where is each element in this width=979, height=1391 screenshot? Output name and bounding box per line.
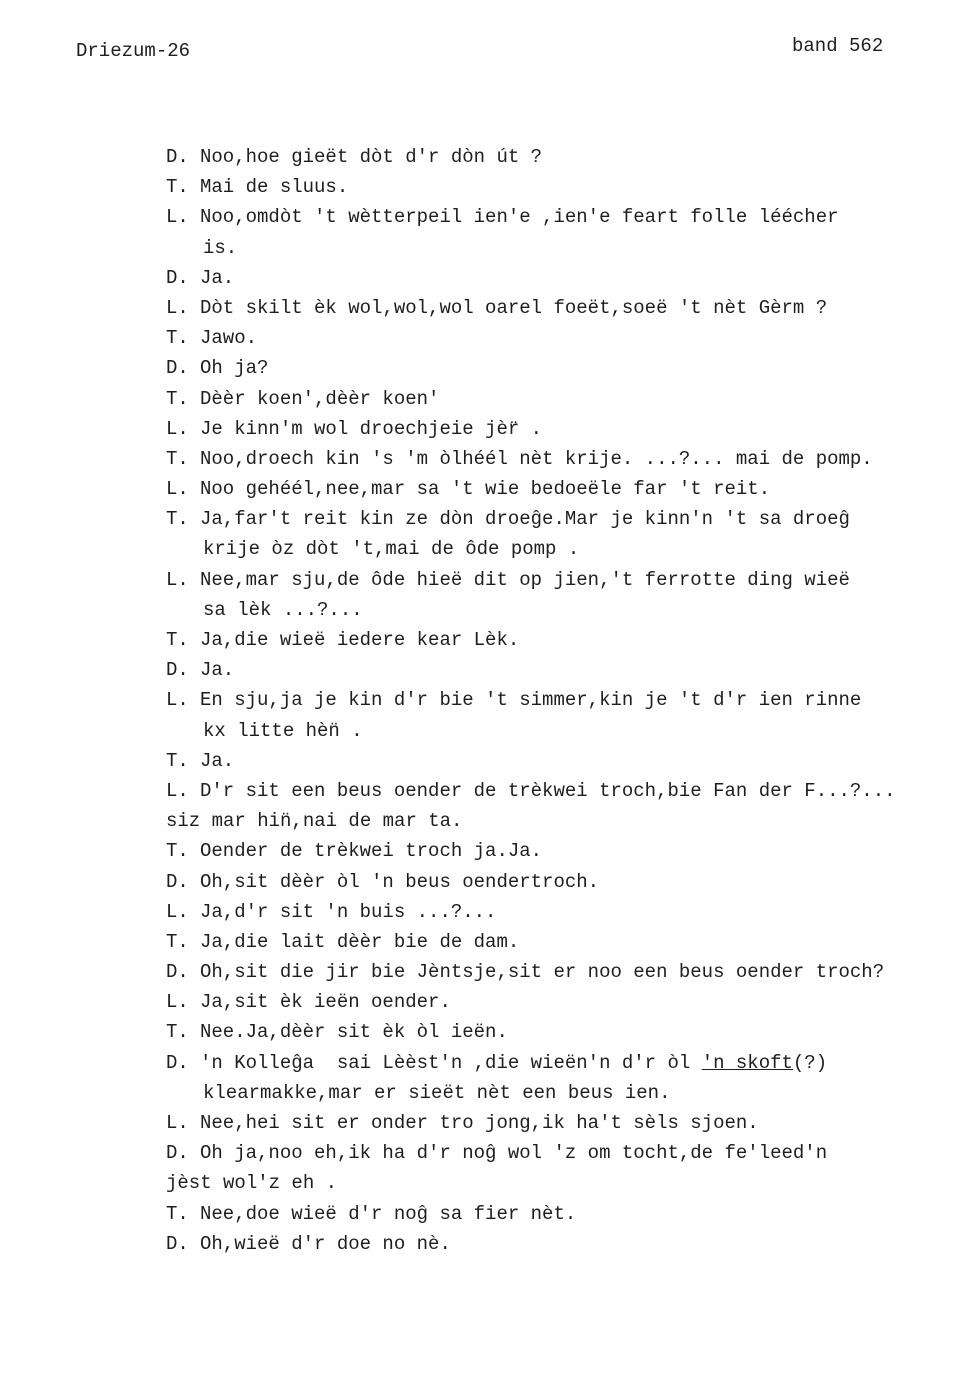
speaker-label: L. (166, 206, 189, 229)
speaker-label: L. (166, 779, 189, 802)
transcript-line (0, 625, 979, 655)
continuation-text: kx litte hèn̈ . (203, 719, 363, 742)
utterance-text: Mai de sluus. (200, 176, 349, 199)
transcript-line (0, 987, 979, 1017)
speaker-label: D. (166, 146, 189, 168)
utterance-text: Nee,mar sju,de ôde hieë dit op jien,'t ferrotte ding wieë (200, 568, 850, 591)
transcript-line (0, 685, 979, 715)
transcript-line (0, 957, 979, 987)
utterance-text: Noo gehéél,nee,mar sa 't wie bedoeële far 't reit. (200, 478, 771, 501)
transcript-line (0, 233, 979, 263)
transcript-line (0, 1017, 979, 1047)
transcript-line (0, 202, 979, 232)
continuation-text: is. (203, 236, 238, 259)
transcript-line (0, 534, 979, 564)
speaker-label: T. (166, 1021, 189, 1044)
utterance-text: D'r sit een beus oender de trèkwei troch,bie Fan der F...?... (200, 779, 896, 802)
utterance-text: En sju,ja je kin d'r bie 't simmer,kin je 't d'r ien rinne (200, 689, 862, 712)
utterance-text: Oh ja? (200, 357, 269, 380)
utterance-text: 'n Kolleĝa sai Lèèst'n ,die wieën'n d'r òl (200, 1051, 702, 1074)
speaker-label: L. (166, 689, 189, 712)
speaker-label: T. (166, 629, 189, 651)
utterance-text: Nee,hei sit er onder tro jong,ik ha't sèls sjoen. (200, 1112, 759, 1134)
transcript-line (0, 867, 979, 897)
speaker-label: L. (166, 296, 189, 319)
transcript-dialogue (0, 142, 979, 1259)
continuation-text: jèst wol'z eh . (166, 1172, 338, 1195)
transcript-line (0, 142, 979, 172)
utterance-text: Noo,omdòt 't wètterpeil ien'e ,ien'e feart folle léécher (200, 206, 839, 229)
utterance-text: Oh,wieë d'r doe no nè. (200, 1232, 451, 1255)
transcript-line (0, 1199, 979, 1229)
speaker-label: L. (166, 991, 189, 1014)
transcript-line (0, 444, 979, 474)
utterance-text: Ja. (200, 749, 235, 772)
utterance-text: Oender de trèkwei troch ja.Ja. (200, 840, 543, 863)
utterance-text: Noo,droech kin 's 'm òlhéél nèt krije. ...?... mai de pomp. (200, 447, 873, 470)
transcript-line (0, 474, 979, 504)
utterance-suffix: (?) (792, 1051, 828, 1074)
underlined-text: 'n skoft (701, 1051, 793, 1074)
utterance-text: Oh,sit die jir bie Jèntsje,sit er noo een beus oender troch? (200, 961, 885, 984)
transcript-line (0, 172, 979, 202)
utterance-text: Jawo. (200, 327, 258, 350)
utterance-text: Dòt skilt èk wol,wol,wol oarel foeët,soeë 't nèt Gèrm ? (200, 296, 828, 319)
transcript-line (0, 595, 979, 625)
utterance-text: Ja,die lait dèèr bie de dam. (200, 930, 520, 953)
transcript-line (0, 323, 979, 353)
transcript-line (0, 504, 979, 534)
utterance-text: Ja. (200, 659, 235, 682)
transcript-line (0, 776, 979, 806)
transcript-line (0, 353, 979, 383)
transcript-line (0, 806, 979, 836)
speaker-label: T. (166, 840, 189, 863)
transcript-line (0, 1229, 979, 1259)
transcript-line (0, 565, 979, 595)
speaker-label: L. (166, 478, 189, 501)
speaker-label: D. (166, 1232, 189, 1255)
speaker-label: T. (166, 387, 189, 410)
speaker-label: D. (166, 870, 189, 893)
continuation-text: klearmakke,mar er sieët nèt een beus ien. (203, 1081, 671, 1104)
transcript-line (0, 384, 979, 414)
speaker-label: T. (166, 930, 189, 953)
speaker-label: D. (166, 266, 189, 289)
speaker-label: L. (166, 900, 189, 923)
band-number: band 562 (792, 35, 884, 57)
transcript-line (0, 1078, 979, 1108)
speaker-label: L. (166, 1112, 189, 1134)
utterance-text: Ja,d'r sit 'n buis ...?... (200, 900, 497, 923)
transcript-line (0, 927, 979, 957)
transcript-line (0, 746, 979, 776)
speaker-label: D. (166, 659, 189, 682)
speaker-label: T. (166, 508, 189, 531)
speaker-label: T. (166, 749, 189, 772)
continuation-text: krije òz dòt 't,mai de ôde pomp . (203, 538, 580, 561)
speaker-label: D. (166, 357, 189, 380)
continuation-text: sa lèk ...?... (203, 598, 363, 621)
transcript-line (0, 716, 979, 746)
continuation-text: siz mar hin̈,nai de mar ta. (166, 810, 463, 833)
utterance-text: Ja,die wieë iedere kear Lèk. (200, 629, 520, 651)
utterance-text: Oh,sit dèèr òl 'n beus oendertroch. (200, 870, 600, 893)
speaker-label: L. (166, 417, 189, 440)
transcript-line (0, 1108, 979, 1138)
speaker-label: D. (166, 1051, 189, 1074)
utterance-text: Je kinn'm wol droechjeie jèr̈ . (200, 417, 543, 440)
page-identifier: Driezum-26 (76, 40, 191, 62)
speaker-label: T. (166, 327, 189, 350)
utterance-text: Ja,sit èk ieën oender. (200, 991, 451, 1014)
utterance-text: Nee,doe wieë d'r noĝ sa fier nèt. (200, 1202, 577, 1225)
transcript-line (0, 836, 979, 866)
utterance-text: Ja. (200, 266, 235, 289)
speaker-label: T. (166, 447, 189, 470)
transcript-line (0, 414, 979, 444)
transcript-line (0, 1138, 979, 1168)
transcript-line (0, 263, 979, 293)
speaker-label: L. (166, 568, 189, 591)
utterance-text: Dèèr koen',dèèr koen' (200, 387, 440, 410)
transcript-line (0, 1048, 979, 1078)
transcript-line (0, 897, 979, 927)
utterance-text: Nee.Ja,dèèr sit èk òl ieën. (200, 1021, 508, 1044)
speaker-label: T. (166, 176, 189, 199)
utterance-text: Ja,far't reit kin ze dòn droeĝe.Mar je kinn'n 't sa droeĝ (200, 508, 850, 531)
utterance-text: Oh ja,noo eh,ik ha d'r noĝ wol 'z om tocht,de fe'leed'n (200, 1142, 828, 1165)
transcript-line (0, 655, 979, 685)
speaker-label: D. (166, 961, 189, 984)
transcript-line (0, 293, 979, 323)
speaker-label: D. (166, 1142, 189, 1165)
utterance-text: Noo,hoe gieët dòt d'r dòn út ? (200, 146, 543, 168)
transcript-line (0, 1168, 979, 1198)
speaker-label: T. (166, 1202, 189, 1225)
